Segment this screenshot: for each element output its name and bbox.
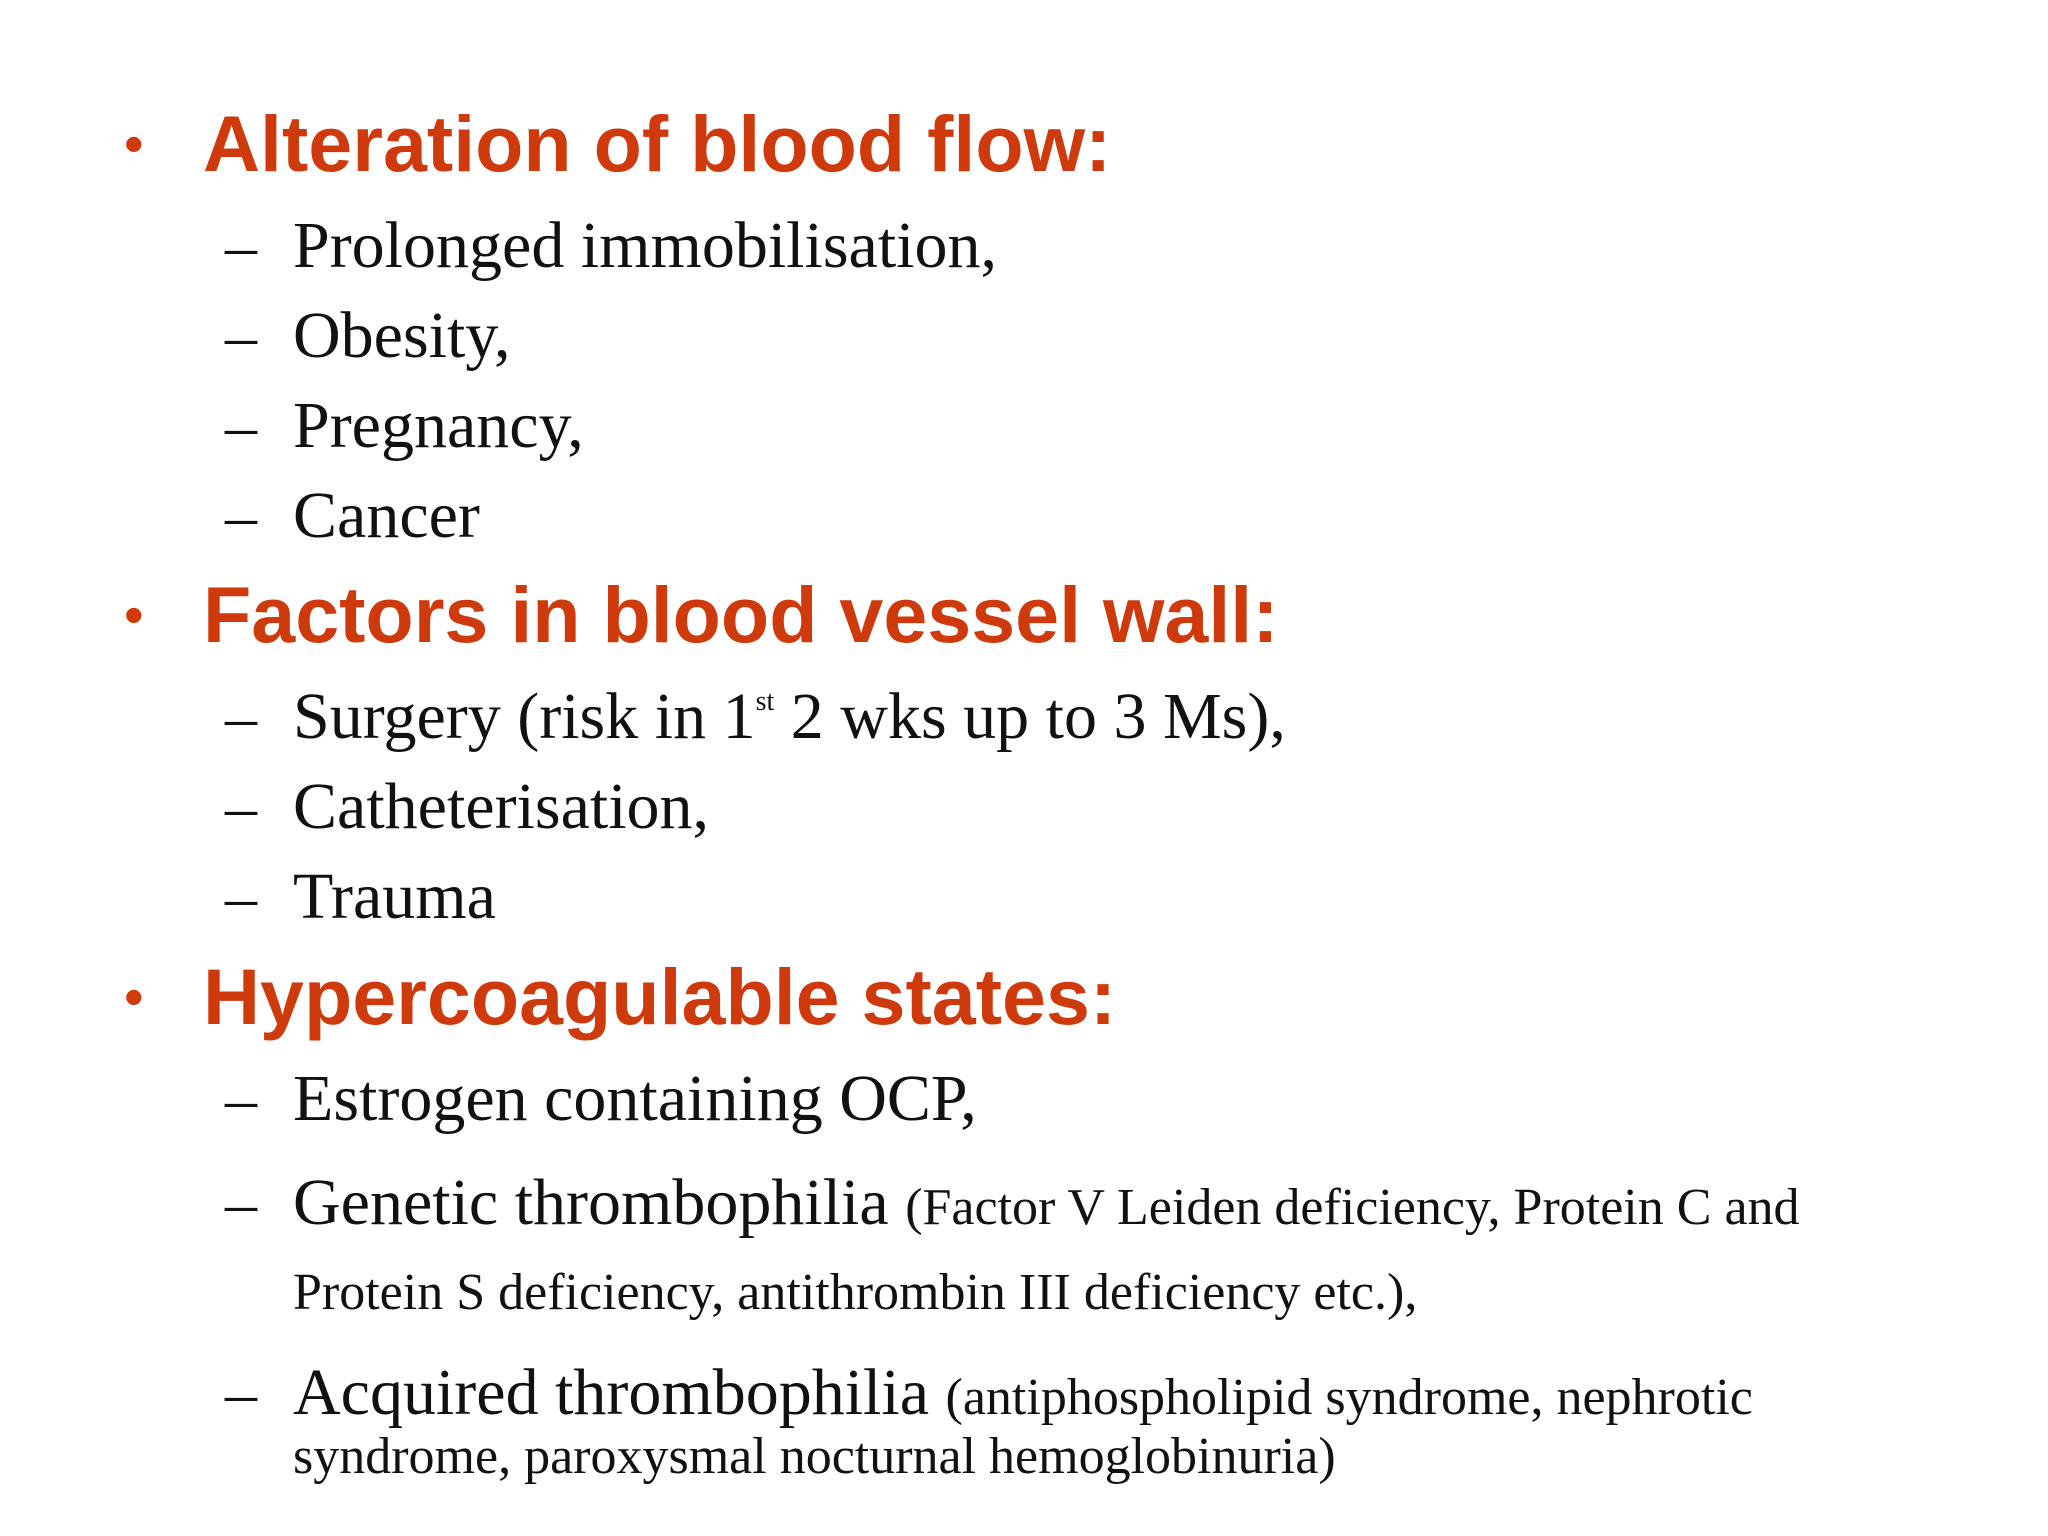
item-continuation: Protein S deficiency, antithrombin III deficiency etc.),	[293, 1264, 1418, 1321]
item-text: Estrogen containing OCP,	[293, 1062, 977, 1135]
item-text: Catheterisation,	[293, 770, 710, 843]
item-text: Obesity,	[293, 299, 511, 372]
item-text: Pregnancy,	[293, 389, 584, 462]
item-text-pre: Surgery (risk in 1	[293, 680, 756, 753]
dash-icon: –	[225, 1063, 257, 1134]
dash-icon: –	[225, 390, 257, 461]
dash-icon: –	[225, 1357, 257, 1428]
heading-text: Factors in blood vessel wall:	[203, 570, 1279, 659]
dash-icon: –	[225, 480, 257, 551]
dash-icon: –	[225, 300, 257, 371]
dash-icon: –	[225, 210, 257, 281]
bullet-icon: •	[124, 965, 144, 1028]
dash-icon: –	[225, 681, 257, 752]
heading-text: Alteration of blood flow:	[203, 99, 1112, 188]
item-text-post: 2 wks up to 3 Ms),	[774, 680, 1286, 753]
section-heading-hypercoagulable	[0, 947, 2048, 1047]
superscript: st	[755, 686, 775, 717]
section-heading-vessel-wall	[0, 565, 2048, 665]
heading-text: Hypercoagulable states:	[203, 952, 1117, 1041]
section-heading-blood-flow	[0, 94, 2048, 194]
item-text	[293, 672, 1286, 762]
dash-icon: –	[225, 771, 257, 842]
bullet-icon: •	[124, 112, 144, 175]
item-text: Prolonged immobilisation,	[293, 209, 997, 282]
item-detail: (antiphospholipid syndrome, nephrotic	[945, 1369, 1753, 1426]
bullet-icon: •	[124, 583, 144, 646]
item-text: Cancer	[293, 479, 480, 552]
item-continuation: syndrome, paroxysmal nocturnal hemoglobinuria)	[293, 1428, 1336, 1485]
item-main: Acquired thrombophilia	[293, 1356, 930, 1429]
dash-icon: –	[225, 1167, 257, 1238]
item-text	[293, 1158, 1800, 1253]
item-main: Genetic thrombophilia	[293, 1166, 889, 1239]
item-text: Trauma	[293, 860, 496, 933]
dash-icon: –	[225, 861, 257, 932]
item-detail: (Factor V Leiden deficiency, Protein C and	[905, 1179, 1800, 1236]
